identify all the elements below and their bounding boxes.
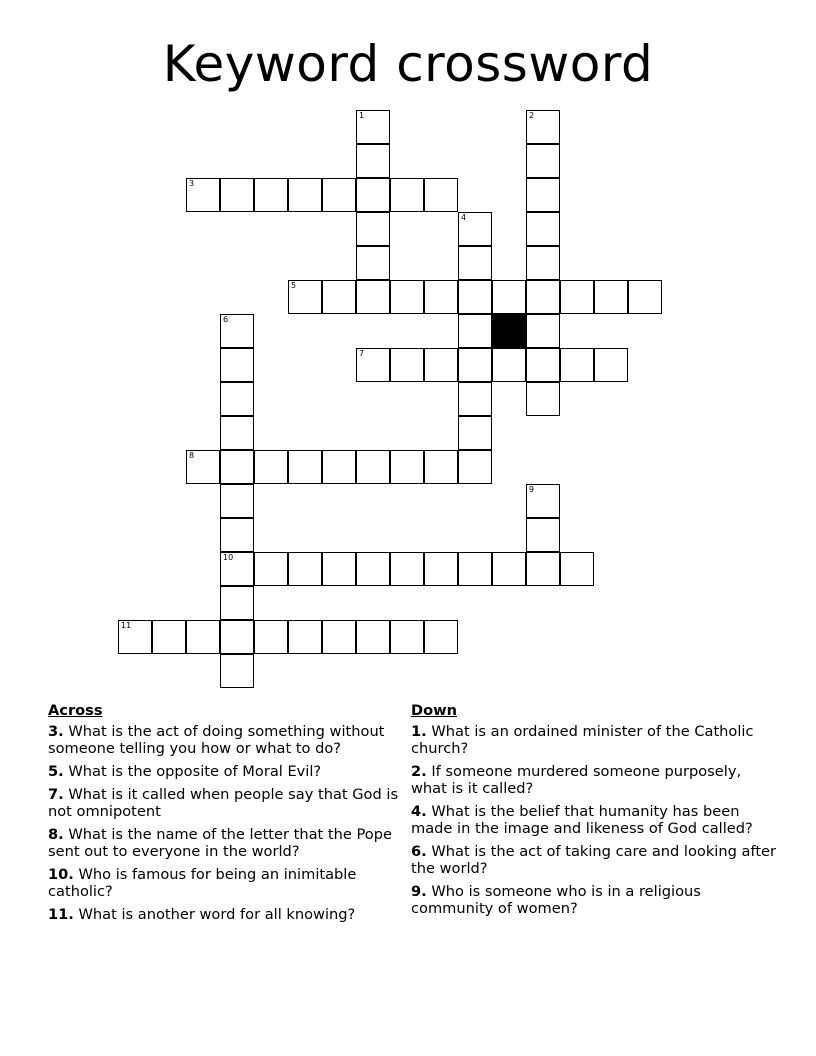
crossword-cell[interactable] (390, 348, 424, 382)
crossword-cell[interactable] (220, 348, 254, 382)
crossword-cell[interactable] (254, 450, 288, 484)
clue-number: 7 (359, 349, 365, 358)
down-clue (411, 723, 781, 757)
down-heading: Down (411, 702, 458, 719)
clue-number: 9 (529, 485, 535, 494)
clue-number: 8. (48, 826, 64, 843)
crossword-cell[interactable] (424, 280, 458, 314)
crossword-cell[interactable] (186, 450, 220, 484)
crossword-cell[interactable] (424, 552, 458, 586)
clue-text: If someone murdered someone purposely, what is it called? (411, 763, 742, 797)
clue-number: 5 (291, 281, 297, 290)
crossword-cell[interactable] (458, 552, 492, 586)
clue-number: 11. (48, 906, 74, 923)
clue-number: 10 (223, 553, 234, 562)
across-clues (48, 702, 408, 929)
clue-text: What is the belief that humanity has been made in the image and likeness of God called? (411, 803, 753, 837)
crossword-cell[interactable] (220, 620, 254, 654)
clue-text: What is the act of taking care and looking after the world? (411, 843, 777, 877)
crossword-cell[interactable] (220, 552, 254, 586)
crossword-cell[interactable] (424, 620, 458, 654)
crossword-cell[interactable] (220, 484, 254, 518)
clue-text: Who is famous for being an inimitable catholic? (48, 866, 357, 900)
down-clue (411, 883, 781, 917)
down-clues (411, 702, 781, 923)
crossword-cell[interactable] (288, 620, 322, 654)
across-clue (48, 866, 408, 900)
crossword-cell[interactable] (356, 212, 390, 246)
crossword-cell[interactable] (526, 144, 560, 178)
clue-number: 6. (411, 843, 427, 860)
clue-number: 2. (411, 763, 427, 780)
crossword-cell[interactable] (458, 314, 492, 348)
crossword-cell[interactable] (390, 620, 424, 654)
crossword-cell[interactable] (526, 280, 560, 314)
crossword-cell[interactable] (560, 280, 594, 314)
clue-number: 7. (48, 786, 64, 803)
across-clue (48, 786, 408, 820)
crossword-cell[interactable] (220, 416, 254, 450)
crossword-cell[interactable] (526, 314, 560, 348)
clue-number: 11 (121, 621, 132, 630)
crossword-cell[interactable] (186, 620, 220, 654)
clue-number: 6 (223, 315, 229, 324)
crossword-cell[interactable] (458, 416, 492, 450)
clue-number: 1 (359, 111, 365, 120)
crossword-cell[interactable] (526, 110, 560, 144)
crossword-cell[interactable] (458, 450, 492, 484)
crossword-cell[interactable] (152, 620, 186, 654)
crossword-cell[interactable] (186, 178, 220, 212)
crossword-cell[interactable] (492, 348, 526, 382)
crossword-cell[interactable] (560, 552, 594, 586)
clue-text: What is the name of the letter that the Pope sent out to everyone in the world? (48, 826, 392, 860)
crossword-cell[interactable] (526, 246, 560, 280)
down-clue (411, 843, 781, 877)
crossword-cell[interactable] (220, 518, 254, 552)
crossword-cell[interactable] (356, 552, 390, 586)
clue-number: 10. (48, 866, 74, 883)
crossword-cell[interactable] (220, 178, 254, 212)
across-clue (48, 763, 408, 780)
crossword-cell[interactable] (458, 212, 492, 246)
crossword-cell[interactable] (220, 450, 254, 484)
crossword-cell[interactable] (356, 178, 390, 212)
clue-number: 3. (48, 723, 64, 740)
crossword-cell[interactable] (322, 450, 356, 484)
crossword-cell[interactable] (560, 348, 594, 382)
crossword-cell[interactable] (254, 178, 288, 212)
crossword-cell[interactable] (356, 450, 390, 484)
crossword-cell[interactable] (390, 450, 424, 484)
crossword-cell[interactable] (594, 280, 628, 314)
crossword-cell[interactable] (458, 246, 492, 280)
crossword-cell[interactable] (288, 450, 322, 484)
crossword-cell[interactable] (492, 280, 526, 314)
crossword-cell[interactable] (458, 348, 492, 382)
across-clue (48, 906, 408, 923)
crossword-cell[interactable] (220, 654, 254, 688)
across-clue (48, 723, 408, 757)
crossword-cell[interactable] (356, 348, 390, 382)
clue-text: What is an ordained minister of the Catholic church? (411, 723, 754, 757)
crossword-cell[interactable] (424, 450, 458, 484)
crossword-cell[interactable] (526, 552, 560, 586)
crossword-cell[interactable] (356, 280, 390, 314)
crossword-cell[interactable] (288, 178, 322, 212)
clue-number: 9. (411, 883, 427, 900)
crossword-cell[interactable] (356, 246, 390, 280)
clue-number: 2 (529, 111, 535, 120)
crossword-cell[interactable] (390, 552, 424, 586)
crossword-cell[interactable] (628, 280, 662, 314)
crossword-cell[interactable] (254, 552, 288, 586)
crossword-cell[interactable] (288, 552, 322, 586)
crossword-cell[interactable] (526, 348, 560, 382)
clue-text: Who is someone who is in a religious community of women? (411, 883, 701, 917)
crossword-cell[interactable] (220, 382, 254, 416)
crossword-cell[interactable] (526, 382, 560, 416)
clue-number: 8 (189, 451, 195, 460)
clue-number: 3 (189, 179, 195, 188)
page-title: Keyword crossword (162, 35, 654, 93)
crossword-cell[interactable] (424, 178, 458, 212)
crossword-cell[interactable] (322, 178, 356, 212)
crossword-cell[interactable] (322, 280, 356, 314)
crossword-cell[interactable] (322, 620, 356, 654)
crossword-cell[interactable] (424, 348, 458, 382)
crossword-cell[interactable] (594, 348, 628, 382)
clue-text: What is the act of doing something without someone telling you how or what to do? (48, 723, 385, 757)
crossword-cell[interactable] (288, 280, 322, 314)
down-clue (411, 803, 781, 837)
clue-number: 1. (411, 723, 427, 740)
crossword-cell[interactable] (220, 314, 254, 348)
crossword-cell[interactable] (390, 178, 424, 212)
black-square (492, 314, 526, 348)
crossword-cell[interactable] (322, 552, 356, 586)
crossword-cell[interactable] (220, 586, 254, 620)
clue-number: 4. (411, 803, 427, 820)
crossword-cell[interactable] (526, 518, 560, 552)
down-clue (411, 763, 781, 797)
across-clue (48, 826, 408, 860)
crossword-cell[interactable] (526, 178, 560, 212)
crossword-cell[interactable] (254, 620, 288, 654)
across-heading: Across (48, 702, 103, 719)
clue-number: 5. (48, 763, 64, 780)
clue-text: What is it called when people say that God is not omnipotent (48, 786, 399, 820)
crossword-cell[interactable] (492, 552, 526, 586)
crossword-cell[interactable] (526, 484, 560, 518)
crossword-cell[interactable] (390, 280, 424, 314)
crossword-cell[interactable] (118, 620, 152, 654)
clue-text: What is another word for all knowing? (73, 906, 356, 923)
crossword-cell[interactable] (356, 144, 390, 178)
crossword-cell[interactable] (356, 620, 390, 654)
clue-text: What is the opposite of Moral Evil? (63, 763, 322, 780)
crossword-cell[interactable] (458, 382, 492, 416)
crossword-cell[interactable] (526, 212, 560, 246)
clue-number: 4 (461, 213, 467, 222)
crossword-cell[interactable] (356, 110, 390, 144)
crossword-cell[interactable] (458, 280, 492, 314)
